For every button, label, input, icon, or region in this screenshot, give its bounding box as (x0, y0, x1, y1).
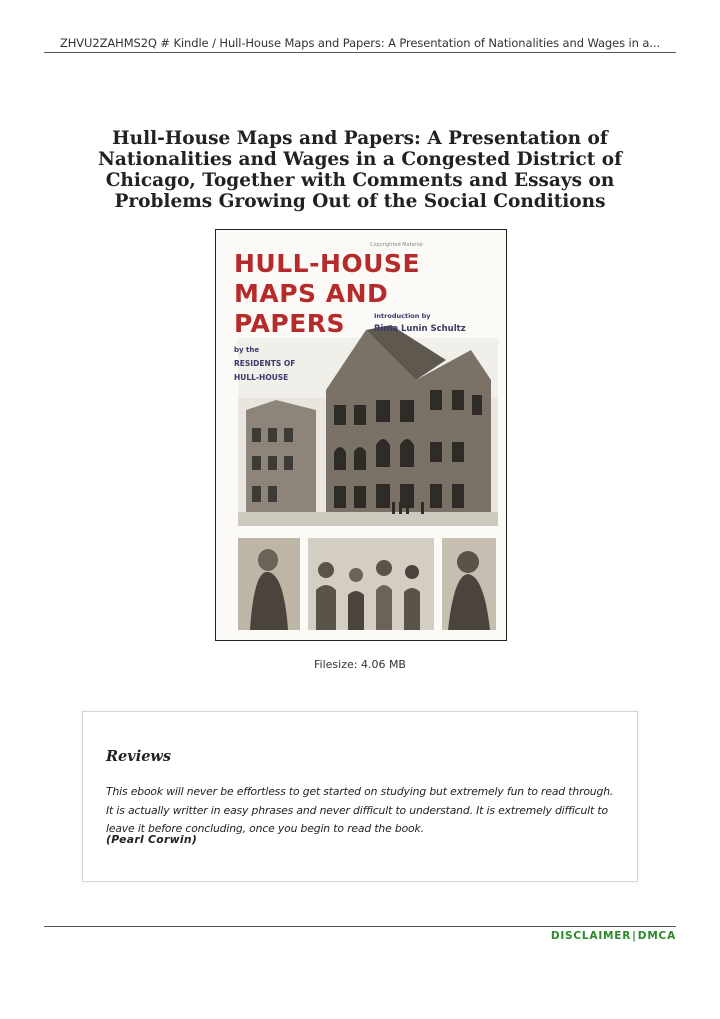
disclaimer-link[interactable]: DISCLAIMER (550, 930, 632, 942)
review-text: This ebook will never be effortless to get started on studying but extremely fun to read through. It is actually writter in easy phrases and never difficult to understand. It is extremely difficult to leave it before concluding, once you begin to read the book. (106, 785, 614, 835)
cover-residents-line-1: RESIDENTS OF (234, 359, 296, 368)
cover-residents-line-2: HULL-HOUSE (234, 373, 289, 382)
cover-title-line-2: MAPS AND (234, 279, 389, 308)
cover-photo-strip (238, 538, 496, 630)
reviews-section (82, 711, 638, 882)
book-title: Hull-House Maps and Papers: A Presentation of Nationalities and Wages in a Congested District of Chicago, Together with Comments and Essays on Problems Growing Out of the Social Conditions (97, 128, 623, 212)
footer-separator: | (632, 930, 637, 942)
footer-divider (44, 926, 676, 927)
cover-title-line-1: HULL-HOUSE (234, 249, 421, 278)
footer-links (551, 930, 676, 942)
cover-by-label: by the (234, 346, 260, 354)
file-size: Filesize: 4.06 MB (314, 658, 406, 671)
cover-copyright-note: Copyrighted Material (370, 242, 423, 248)
reviews-heading: Reviews (106, 748, 172, 765)
cover-intro-name: Rima Lunin Schultz (374, 324, 466, 334)
cover-intro-label: Introduction by (374, 312, 431, 320)
book-cover-image[interactable] (215, 229, 507, 641)
header-divider (44, 52, 676, 53)
dmca-link[interactable]: DMCA (637, 930, 676, 942)
cover-title-line-3: PAPERS (234, 309, 346, 338)
cover-building-photo (238, 325, 498, 526)
page-header-text: ZHVU2ZAHMS2Q # Kindle / Hull-House Maps and Papers: A Presentation of Nationalities and Wages in a... (59, 36, 661, 50)
review-author: (Pearl Corwin) (106, 833, 198, 846)
